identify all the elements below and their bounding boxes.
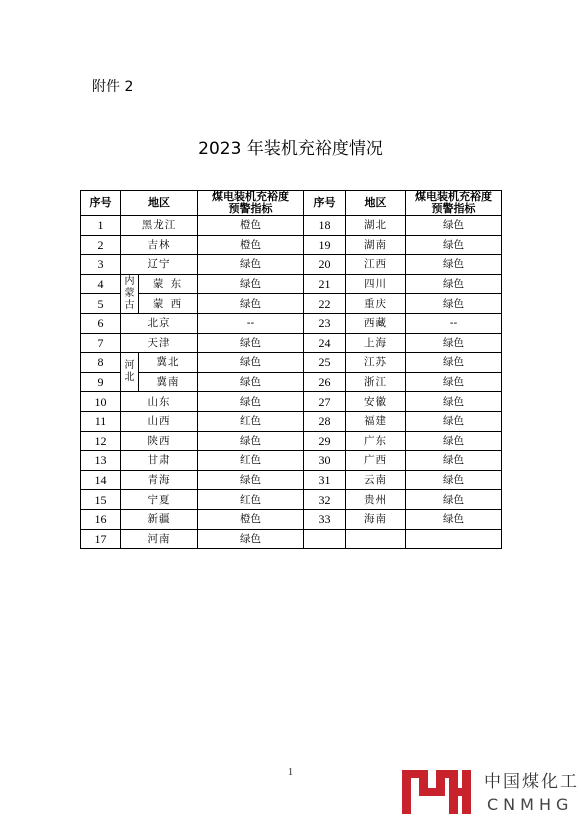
row-subregion: 冀南 xyxy=(139,372,198,392)
row-region: 浙江 xyxy=(346,372,406,392)
row-no: 19 xyxy=(304,235,346,255)
table-row xyxy=(81,372,502,392)
table-row xyxy=(81,313,502,333)
row-no: 5 xyxy=(81,294,121,314)
table-row xyxy=(81,431,502,451)
row-region: 云南 xyxy=(346,470,406,490)
row-value: 绿色 xyxy=(406,255,502,275)
row-no: 16 xyxy=(81,509,121,529)
table-row xyxy=(81,392,502,412)
row-region: 贵州 xyxy=(346,490,406,510)
row-no: 20 xyxy=(304,255,346,275)
row-value: 绿色 xyxy=(198,353,304,373)
table-row xyxy=(81,255,502,275)
row-group-region: 内蒙古 xyxy=(121,274,139,313)
row-no: 7 xyxy=(81,333,121,353)
row-no: 4 xyxy=(81,274,121,294)
row-value: 绿色 xyxy=(198,333,304,353)
row-value: 绿色 xyxy=(406,216,502,236)
row-region xyxy=(346,529,406,549)
header-indicator xyxy=(198,191,304,216)
row-value: 绿色 xyxy=(198,470,304,490)
table-row xyxy=(81,216,502,236)
row-no: 24 xyxy=(304,333,346,353)
table-row xyxy=(81,353,502,373)
header-indicator-right xyxy=(406,191,502,216)
row-value: 绿色 xyxy=(406,392,502,412)
row-region: 辽宁 xyxy=(121,255,198,275)
row-region: 西藏 xyxy=(346,313,406,333)
row-region: 湖南 xyxy=(346,235,406,255)
row-value: 绿色 xyxy=(406,235,502,255)
table-header-row xyxy=(81,191,502,216)
row-region: 安徽 xyxy=(346,392,406,412)
row-no: 23 xyxy=(304,313,346,333)
row-region: 黑龙江 xyxy=(121,216,198,236)
header-indicator-line1: 煤电装机充裕度 xyxy=(212,190,289,203)
row-value: 绿色 xyxy=(198,255,304,275)
row-no: 17 xyxy=(81,529,121,549)
table-row xyxy=(81,470,502,490)
row-no: 8 xyxy=(81,353,121,373)
row-value: 绿色 xyxy=(406,431,502,451)
row-region: 海南 xyxy=(346,509,406,529)
row-value: 绿色 xyxy=(406,509,502,529)
row-region: 山西 xyxy=(121,411,198,431)
row-no: 30 xyxy=(304,451,346,471)
row-no: 11 xyxy=(81,411,121,431)
logo-name-cn: 中国煤化工 xyxy=(484,772,579,792)
row-region: 江苏 xyxy=(346,353,406,373)
header-region: 地区 xyxy=(121,191,198,216)
row-region: 吉林 xyxy=(121,235,198,255)
row-no: 14 xyxy=(81,470,121,490)
row-region: 新疆 xyxy=(121,509,198,529)
row-value: 绿色 xyxy=(198,529,304,549)
row-subregion: 蒙 东 xyxy=(139,274,198,294)
row-no: 18 xyxy=(304,216,346,236)
row-region: 福建 xyxy=(346,411,406,431)
row-region: 广西 xyxy=(346,451,406,471)
capacity-table xyxy=(80,190,502,549)
row-region: 广东 xyxy=(346,431,406,451)
row-region: 江西 xyxy=(346,255,406,275)
row-value: 绿色 xyxy=(406,490,502,510)
row-no: 31 xyxy=(304,470,346,490)
row-value: 绿色 xyxy=(406,372,502,392)
table-row xyxy=(81,333,502,353)
row-subregion: 蒙 西 xyxy=(139,294,198,314)
page-title: 2023 年装机充裕度情况 xyxy=(198,139,383,159)
table-row xyxy=(81,490,502,510)
row-region: 青海 xyxy=(121,470,198,490)
page-number: 1 xyxy=(287,766,294,778)
row-value: 绿色 xyxy=(406,470,502,490)
table-row xyxy=(81,235,502,255)
row-value: 绿色 xyxy=(198,392,304,412)
row-no: 6 xyxy=(81,313,121,333)
row-value: 红色 xyxy=(198,490,304,510)
row-value: 绿色 xyxy=(198,274,304,294)
row-no: 27 xyxy=(304,392,346,412)
row-no: 29 xyxy=(304,431,346,451)
row-region: 天津 xyxy=(121,333,198,353)
row-value: 绿色 xyxy=(198,431,304,451)
row-value: 绿色 xyxy=(198,294,304,314)
row-region: 甘肃 xyxy=(121,451,198,471)
row-region: 重庆 xyxy=(346,294,406,314)
row-value: 绿色 xyxy=(406,274,502,294)
row-region: 陕西 xyxy=(121,431,198,451)
row-no: 33 xyxy=(304,509,346,529)
row-value: 绿色 xyxy=(406,353,502,373)
header-region-right: 地区 xyxy=(346,191,406,216)
header-indicator-line2: 预警指标 xyxy=(228,202,273,215)
row-value: -- xyxy=(406,313,502,333)
row-region: 湖北 xyxy=(346,216,406,236)
table-row xyxy=(81,509,502,529)
table-row xyxy=(81,529,502,549)
row-no: 3 xyxy=(81,255,121,275)
table-row xyxy=(81,274,502,294)
header-no-right: 序号 xyxy=(304,191,346,216)
row-region: 北京 xyxy=(121,313,198,333)
row-region: 上海 xyxy=(346,333,406,353)
row-no: 9 xyxy=(81,372,121,392)
row-value: 绿色 xyxy=(406,333,502,353)
row-no: 10 xyxy=(81,392,121,412)
row-no: 1 xyxy=(81,216,121,236)
row-region: 四川 xyxy=(346,274,406,294)
row-value: 橙色 xyxy=(198,235,304,255)
row-no: 13 xyxy=(81,451,121,471)
row-no xyxy=(304,529,346,549)
row-region: 河南 xyxy=(121,529,198,549)
attachment-label: 附件 2 xyxy=(92,79,134,95)
row-no: 22 xyxy=(304,294,346,314)
logo-name-en: CNMHG xyxy=(487,795,574,814)
table-row xyxy=(81,294,502,314)
table-row xyxy=(81,411,502,431)
row-value xyxy=(406,529,502,549)
row-region: 山东 xyxy=(121,392,198,412)
row-group-region: 河北 xyxy=(121,353,139,392)
row-value: 绿色 xyxy=(198,372,304,392)
row-subregion: 冀北 xyxy=(139,353,198,373)
row-value: 绿色 xyxy=(406,294,502,314)
row-value: 绿色 xyxy=(406,411,502,431)
row-value: 橙色 xyxy=(198,509,304,529)
row-no: 26 xyxy=(304,372,346,392)
row-no: 21 xyxy=(304,274,346,294)
row-no: 28 xyxy=(304,411,346,431)
header-indicator-right-line2: 预警指标 xyxy=(431,202,476,215)
row-value: -- xyxy=(198,313,304,333)
row-no: 32 xyxy=(304,490,346,510)
row-no: 25 xyxy=(304,353,346,373)
row-value: 橙色 xyxy=(198,216,304,236)
row-no: 2 xyxy=(81,235,121,255)
header-indicator-right-line1: 煤电装机充裕度 xyxy=(415,190,492,203)
header-no: 序号 xyxy=(81,191,121,216)
row-region: 宁夏 xyxy=(121,490,198,510)
row-value: 红色 xyxy=(198,451,304,471)
row-value: 绿色 xyxy=(406,451,502,471)
table-row xyxy=(81,451,502,471)
row-value: 红色 xyxy=(198,411,304,431)
row-no: 12 xyxy=(81,431,121,451)
row-no: 15 xyxy=(81,490,121,510)
